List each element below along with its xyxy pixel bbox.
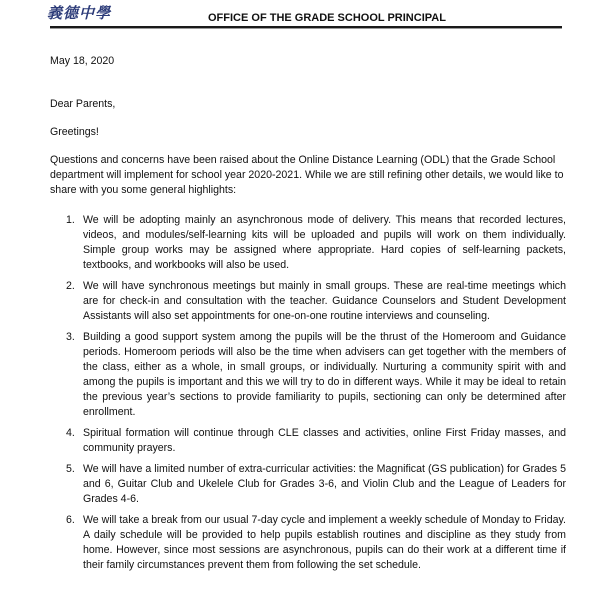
- office-title: OFFICE OF THE GRADE SCHOOL PRINCIPAL: [208, 12, 446, 24]
- list-item-text: Spiritual formation will continue through CLE classes and activities, online First Friday masses, and community prayers.: [83, 427, 566, 454]
- intro-paragraph: Questions and concerns have been raised about the Online Distance Learning (ODL) that the Grade School department will implement for school year 2020-2021. While we are still refining other details, we would like to share with you some general highlights:: [50, 154, 564, 196]
- list-item-text: We will take a break from our usual 7-day cycle and implement a weekly schedule of Monday to Friday. A daily schedule will be provided to help pupils establish routines and discipline as they study from home. However, since most sessions are asynchronous, pupils can do their work at a different time if their family circumstances prevent them from following the set schedule.: [83, 514, 566, 571]
- list-item: [66, 213, 566, 273]
- letter-body: [50, 54, 566, 579]
- header-divider: [50, 26, 562, 28]
- list-item: [66, 513, 566, 573]
- list-item-text: Building a good support system among the pupils will be the thrust of the Homeroom and Guidance periods. Homeroom periods will also be the time when advisers can get together with the members of the class, either as a whole, in small groups, or individually. Nurturing a community spirit with and among the pupils is important and this we will try to do in different ways. While it may be ideal to retain the previous year’s sections to provide familiarity to pupils, sectioning can only be determined after enrollment.: [83, 331, 566, 418]
- school-logo: 義德中學: [47, 4, 112, 22]
- letterhead: [0, 0, 613, 30]
- list-number: 2.: [66, 280, 75, 292]
- list-item: [66, 330, 566, 420]
- list-number: 4.: [66, 427, 75, 439]
- list-item: [66, 279, 566, 324]
- letter-date: May 18, 2020: [50, 55, 115, 67]
- highlights-list: [50, 213, 566, 573]
- list-item-text: We will have a limited number of extra-curricular activities: the Magnificat (GS publication) for Grades 5 and 6, Guitar Club and Ukelele Club for Grades 3-6, and Violin Club and the League of Leaders for Grades 4-6.: [83, 463, 566, 505]
- list-number: 5.: [66, 463, 75, 475]
- list-item-text: We will have synchronous meetings but mainly in small groups. These are real-time meetings which are for check-in and consultation with the teacher. Guidance Counselors and Student Development Assistants will also set appointments for one-on-one routine interviews and counseling.: [83, 280, 566, 322]
- greeting: Greetings!: [50, 126, 99, 138]
- list-item-text: We will be adopting mainly an asynchronous mode of delivery. This means that recorded lectures, videos, and modules/self-learning kits will be uploaded and pupils will work on them individually. Simple group works may be assigned where appropriate. Hard copies of self-learning packets, textbooks, and workbooks will also be used.: [83, 214, 566, 271]
- list-item: [66, 462, 566, 507]
- list-number: 1.: [66, 214, 75, 226]
- salutation: Dear Parents,: [50, 98, 116, 110]
- list-item: [66, 426, 566, 456]
- list-number: 3.: [66, 331, 75, 343]
- list-number: 6.: [66, 514, 75, 526]
